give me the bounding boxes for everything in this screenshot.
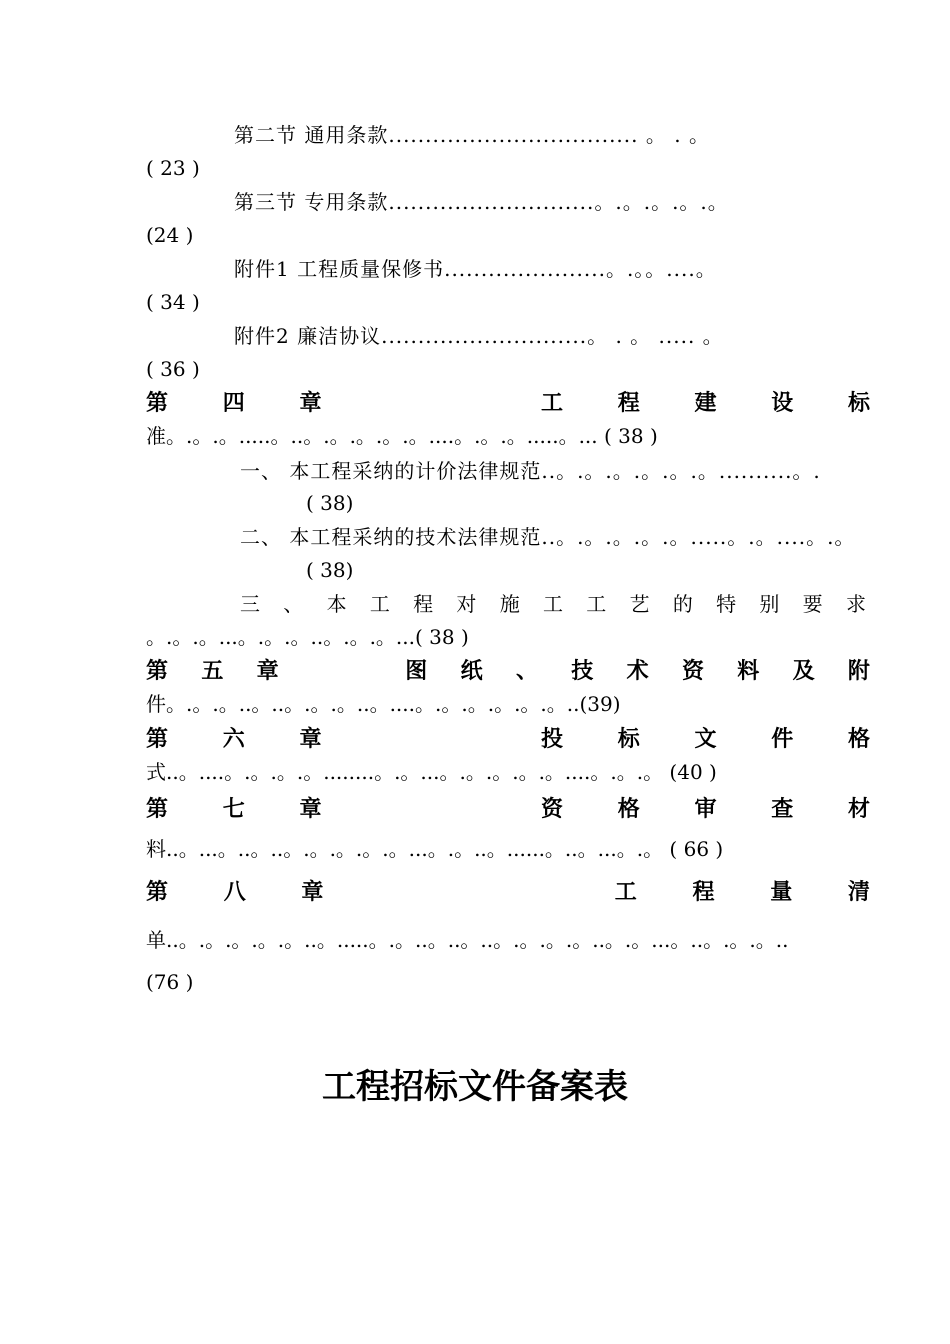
ch4-3-c11: 特 xyxy=(716,592,737,616)
toc-chapter-5-head[interactable] xyxy=(146,656,870,686)
ch4-3-c0: 三 xyxy=(240,592,260,616)
toc-chapter-6-head[interactable] xyxy=(146,724,870,754)
toc-chapter-5-tail: 件。.。.。..。..。.。.。..。....。.。.。.。.。.。..(39) xyxy=(146,692,621,716)
ch7-c4: 格 xyxy=(617,796,640,822)
ch5-c3: 图 xyxy=(405,658,428,684)
toc-ch4-item-2-page: ( 38) xyxy=(306,558,354,582)
ch7-c0: 第 xyxy=(146,796,169,822)
ch7-c3: 资 xyxy=(540,796,563,822)
ch8-c6: 清 xyxy=(847,879,870,905)
ch5-c8: 资 xyxy=(681,658,704,684)
ch5-c0: 第 xyxy=(146,658,169,684)
ch7-c7: 材 xyxy=(847,796,870,822)
ch5-c1: 五 xyxy=(201,658,224,684)
ch4-c2: 章 xyxy=(299,390,322,416)
ch4-3-c8: 工 xyxy=(586,592,607,616)
ch4-c0: 第 xyxy=(146,390,169,416)
ch4-3-c7: 工 xyxy=(542,592,563,616)
ch6-c1: 六 xyxy=(222,726,245,752)
toc-ch4-item-1-page: ( 38) xyxy=(306,491,354,515)
toc-ch4-item-1[interactable]: 一、 本工程采纳的计价法律规范..。.。.。.。.。.。..........。. xyxy=(240,459,821,483)
toc-section-2[interactable]: 第二节 通用条款.................................. 。 . 。 xyxy=(234,123,710,147)
toc-chapter-4-tail: 准。.。.。.....。..。.。.。.。.。....。.。.。.....。... ( 38 ) xyxy=(146,424,658,448)
toc-section-2-page: ( 23 ) xyxy=(146,156,200,180)
ch6-c7: 格 xyxy=(847,726,870,752)
ch4-c3: 工 xyxy=(540,390,563,416)
toc-chapter-8-tail: 单..。.。.。.。.。..。.....。.。..。..。..。.。.。.。..。.。...。..。.。.。.. xyxy=(146,928,789,952)
ch5-c6: 技 xyxy=(571,658,594,684)
ch5-c4: 纸 xyxy=(460,658,483,684)
ch4-c1: 四 xyxy=(222,390,245,416)
ch8-c0: 第 xyxy=(146,879,169,905)
toc-chapter-8-page: (76 ) xyxy=(146,970,194,994)
ch5-c2: 章 xyxy=(256,658,279,684)
ch4-3-c9: 艺 xyxy=(629,592,650,616)
ch7-c2: 章 xyxy=(299,796,322,822)
ch8-c4: 程 xyxy=(692,879,715,905)
toc-chapter-7-head[interactable] xyxy=(146,794,870,824)
ch6-c6: 件 xyxy=(771,726,794,752)
toc-chapter-4-head[interactable] xyxy=(146,388,870,418)
ch7-c1: 七 xyxy=(222,796,245,822)
toc-attachment-2[interactable]: 附件2 廉洁协议............................。 . 。 ..... 。 xyxy=(234,324,724,348)
ch4-3-c6: 施 xyxy=(499,592,520,616)
ch4-3-c2: 本 xyxy=(326,592,347,616)
ch4-c4: 程 xyxy=(617,390,640,416)
toc-chapter-7-tail: 料..。...。..。..。.。.。.。.。...。.。..。......。..。...。.。 ( 66 ) xyxy=(146,837,724,861)
ch4-3-c1: 、 xyxy=(283,592,304,616)
ch4-3-c5: 对 xyxy=(456,592,477,616)
ch6-c3: 投 xyxy=(540,726,563,752)
ch8-c3: 工 xyxy=(614,879,637,905)
ch5-c9: 料 xyxy=(737,658,760,684)
ch4-3-c3: 工 xyxy=(369,592,390,616)
ch5-c11: 附 xyxy=(847,658,870,684)
toc-ch4-item-2[interactable]: 二、 本工程采纳的技术法律规范..。.。.。.。.。.....。.。....。.。 xyxy=(240,525,856,549)
toc-section-3-page: (24 ) xyxy=(146,223,194,247)
ch7-c5: 审 xyxy=(694,796,717,822)
toc-attachment-1-page: ( 34 ) xyxy=(146,290,200,314)
ch5-c5: 、 xyxy=(515,658,538,684)
ch8-c5: 量 xyxy=(770,879,793,905)
toc-ch4-item-3-head[interactable] xyxy=(240,589,870,619)
toc-section-3[interactable]: 第三节 专用条款............................。.。.。.。.。 xyxy=(234,190,729,214)
ch8-c1: 八 xyxy=(223,879,246,905)
ch4-3-c4: 程 xyxy=(413,592,434,616)
ch8-c2: 章 xyxy=(301,879,324,905)
ch4-3-c13: 要 xyxy=(802,592,823,616)
toc-attachment-1[interactable]: 附件1 工程质量保修书......................。.。。....。 xyxy=(234,257,717,281)
ch5-c7: 术 xyxy=(626,658,649,684)
ch4-c7: 标 xyxy=(847,390,870,416)
page-title: 工程招标文件备案表 xyxy=(322,1067,628,1107)
ch6-c0: 第 xyxy=(146,726,169,752)
toc-chapter-8-head[interactable] xyxy=(146,877,870,907)
ch6-c2: 章 xyxy=(299,726,322,752)
ch4-c6: 设 xyxy=(771,390,794,416)
ch4-3-c10: 的 xyxy=(672,592,693,616)
ch6-c5: 文 xyxy=(694,726,717,752)
toc-ch4-item-3-tail: 。.。.。...。.。.。..。.。.。...( 38 ) xyxy=(146,625,469,649)
toc-chapter-6-tail: 式..。....。.。.。.。........。.。...。.。.。.。.。....。.。.。 (40 ) xyxy=(146,760,717,784)
ch4-3-c14: 求 xyxy=(845,592,866,616)
ch5-c10: 及 xyxy=(792,658,815,684)
ch4-3-c12: 别 xyxy=(759,592,780,616)
ch6-c4: 标 xyxy=(617,726,640,752)
ch7-c6: 查 xyxy=(771,796,794,822)
toc-attachment-2-page: ( 36 ) xyxy=(146,357,200,381)
ch4-c5: 建 xyxy=(694,390,717,416)
